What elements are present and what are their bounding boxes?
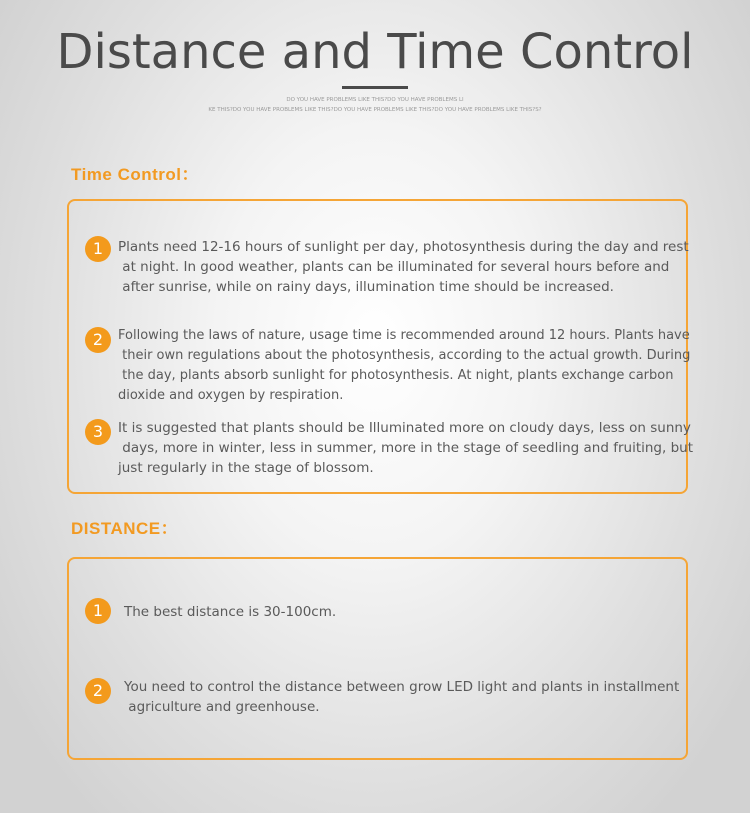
text-line: the day, plants absorb sunlight for photosynthesis. At night, plants exchange carbon (118, 368, 674, 383)
subtitle-line-2: KE THIS?DO YOU HAVE PROBLEMS LIKE THIS?DO YOU HAVE PROBLEMS LIKE THIS?DO YOU HAVE PROBLEMS LIKE THIS?S? (208, 107, 542, 113)
text-line: their own regulations about the photosynthesis, according to the actual growth. During (118, 348, 691, 363)
number-2-badge: 2 (85, 678, 111, 704)
time-control-heading: Time Control： (71, 165, 200, 184)
page-title: Distance and Time Control (56, 24, 694, 80)
number-2-badge: 2 (85, 327, 111, 353)
subtitle-line-1: DO YOU HAVE PROBLEMS LIKE THIS?DO YOU HAVE PROBLEMS LI (286, 97, 464, 103)
text-line: agriculture and greenhouse. (124, 699, 320, 715)
text-line: It is suggested that plants should be Illuminated more on cloudy days, less on sunny (118, 420, 691, 436)
distance-item-2-text (124, 677, 679, 717)
text-line: The best distance is 30-100cm. (124, 604, 337, 620)
title-underline (342, 86, 408, 89)
text-line: You need to control the distance between grow LED light and plants in installment (124, 679, 680, 695)
distance-box (67, 557, 688, 760)
distance-heading: DISTANCE： (71, 519, 179, 538)
number-1-badge: 1 (85, 236, 111, 262)
distance-item-1-text (124, 602, 336, 622)
text-line: dioxide and oxygen by respiration. (118, 388, 344, 403)
number-1-badge: 1 (85, 598, 111, 624)
number-3-badge: 3 (85, 419, 111, 445)
time-control-item-2-text (118, 326, 690, 406)
time-control-item-3-text (118, 418, 693, 478)
text-line: Following the laws of nature, usage time is recommended around 12 hours. Plants have (118, 328, 690, 343)
text-line: just regularly in the stage of blossom. (118, 460, 374, 476)
time-control-item-1-text (118, 237, 689, 297)
text-line: Plants need 12-16 hours of sunlight per day, photosynthesis during the day and rest (118, 239, 689, 255)
text-line: at night. In good weather, plants can be illuminated for several hours before and (118, 259, 670, 275)
text-line: after sunrise, while on rainy days, illumination time should be increased. (118, 279, 614, 295)
text-line: days, more in winter, less in summer, more in the stage of seedling and fruiting, but (118, 440, 693, 456)
